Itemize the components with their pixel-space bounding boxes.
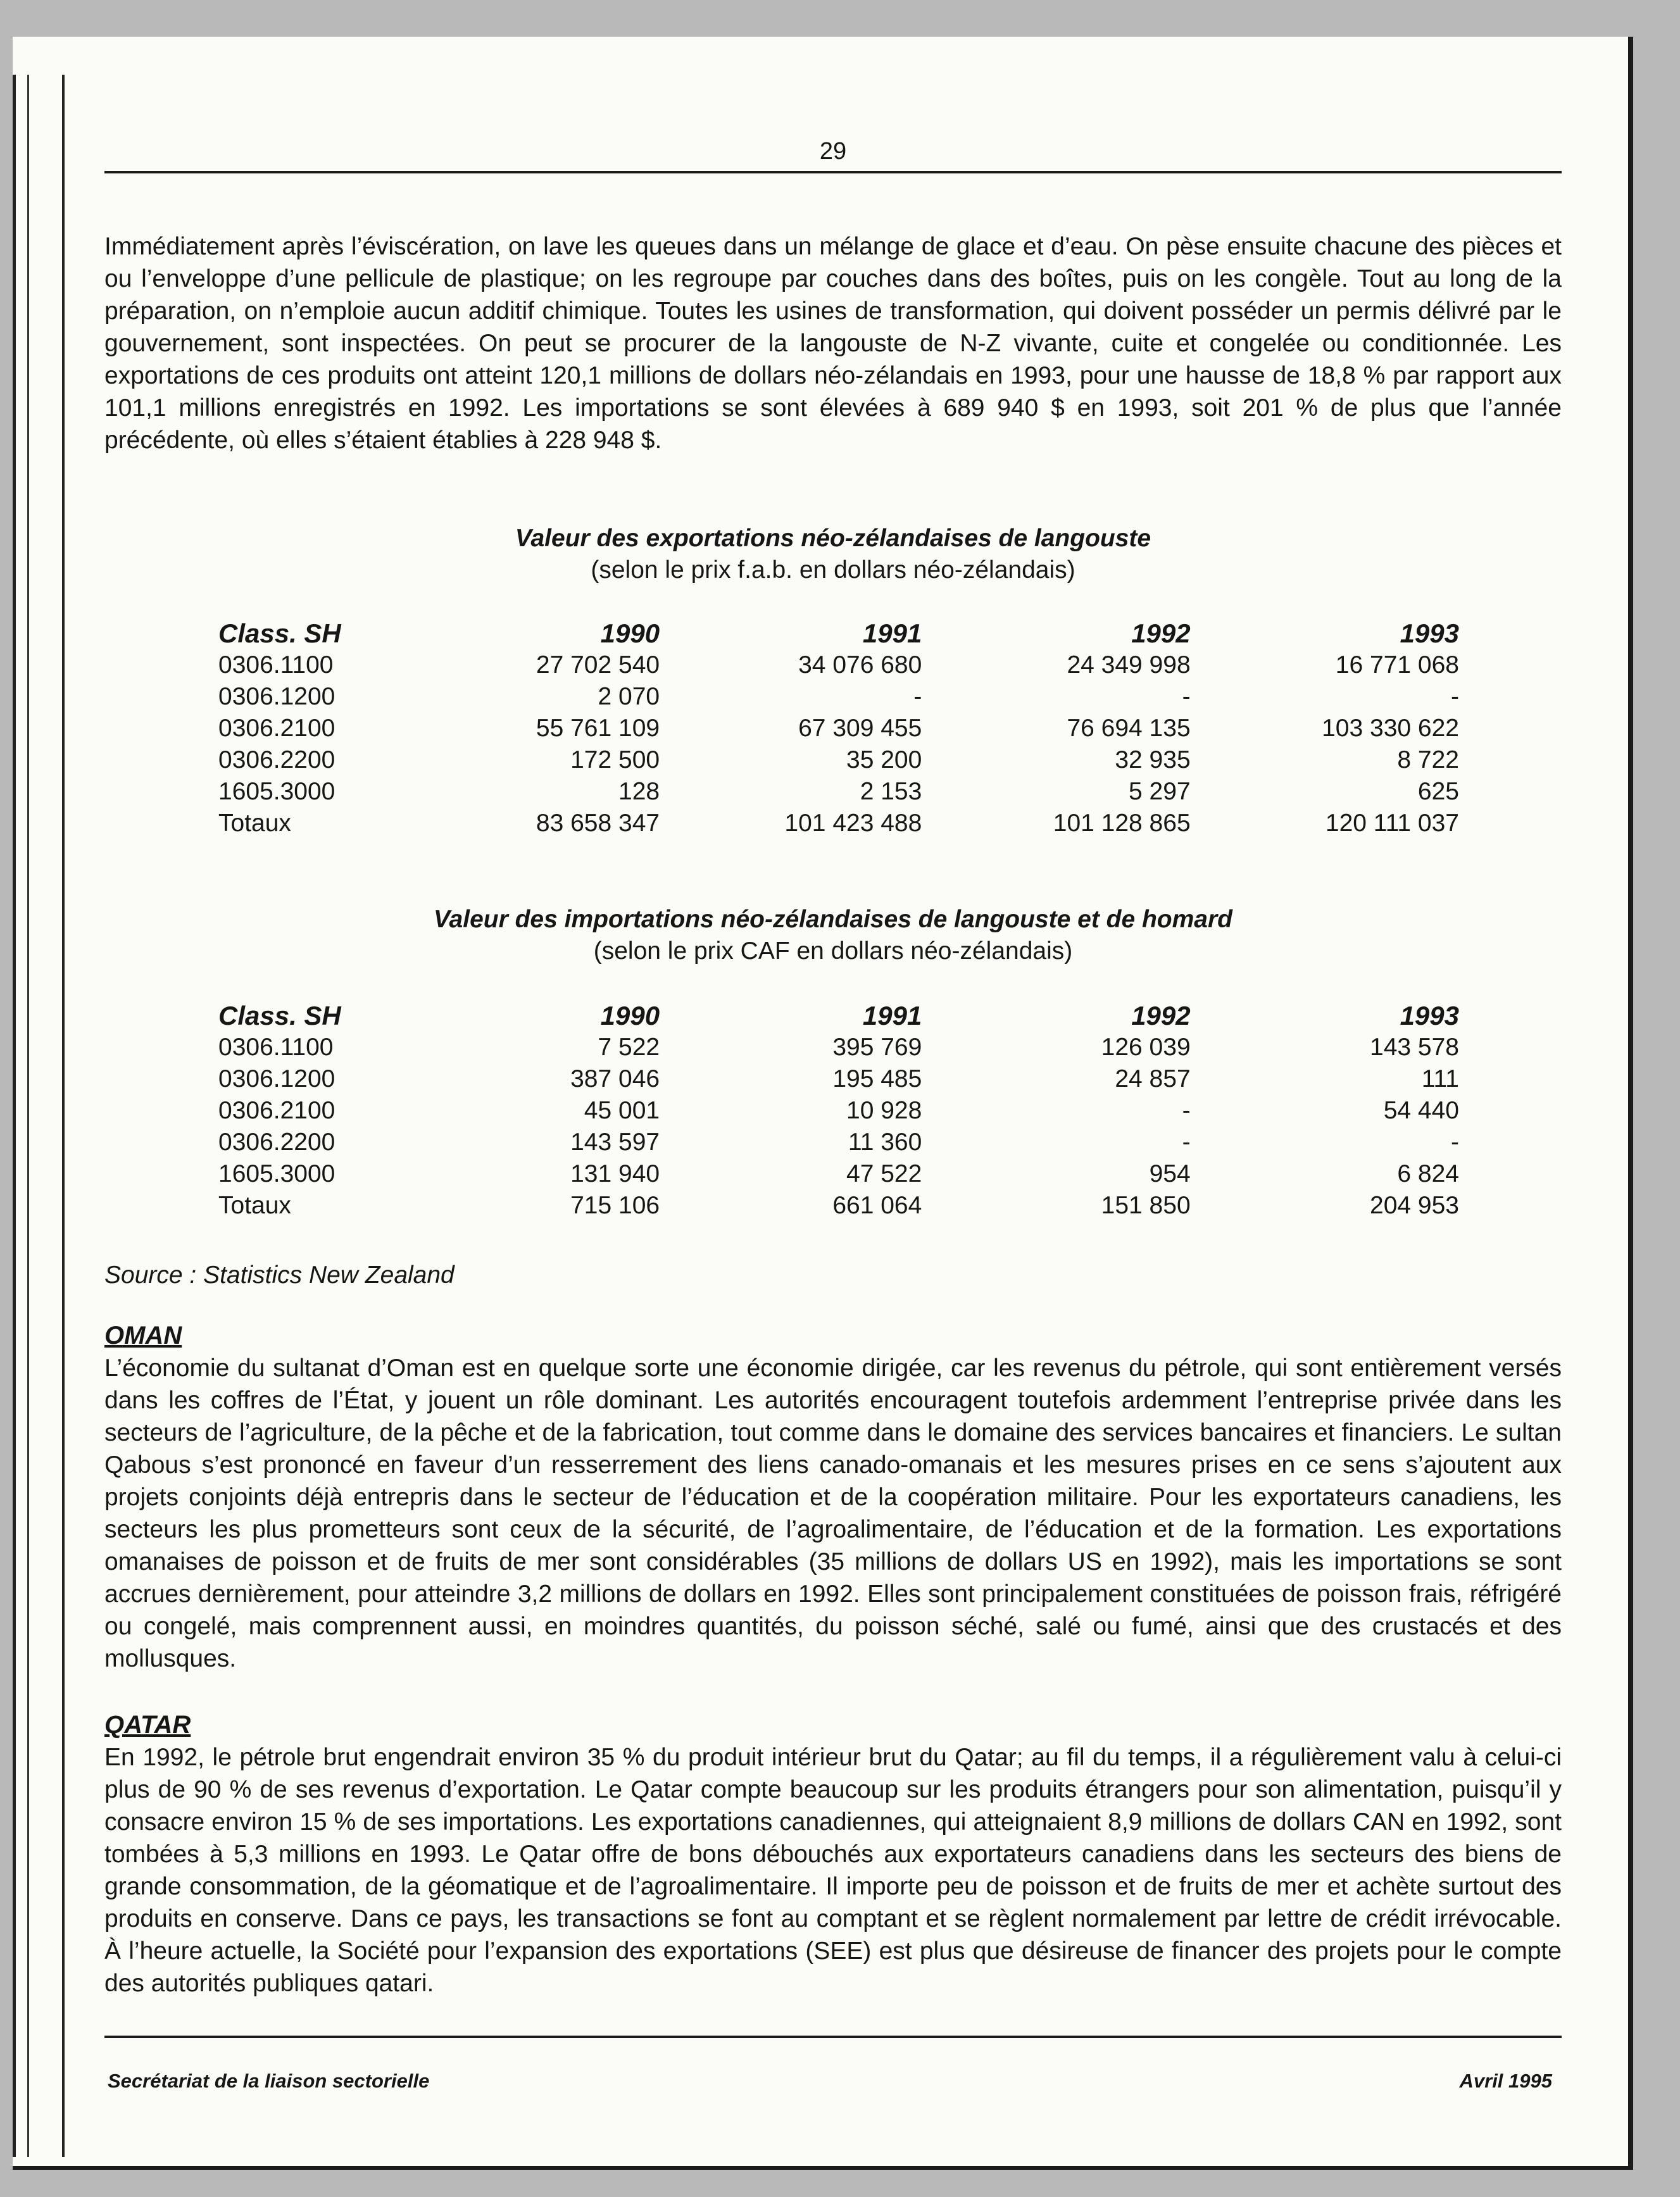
table-cell: 55 761 109 xyxy=(536,715,660,742)
imports-table-caption xyxy=(104,904,1562,967)
table-cell: 0306.1100 xyxy=(218,1034,334,1061)
table-cell: 387 046 xyxy=(570,1065,660,1092)
imports-table-subtitle: (selon le prix CAF en dollars néo-zélandais) xyxy=(593,937,1073,965)
table-cell: 120 111 037 xyxy=(1325,810,1459,837)
table-row xyxy=(218,1127,1459,1158)
table-header-row xyxy=(218,618,1459,649)
table-cell: 35 200 xyxy=(846,746,922,773)
table-cell: - xyxy=(1451,1129,1459,1156)
table-cell: 5 297 xyxy=(1129,778,1191,805)
header-rule xyxy=(104,171,1562,173)
table-cell: 0306.1100 xyxy=(218,651,334,679)
table-cell: 0306.2100 xyxy=(218,1097,335,1124)
exports-table-title: Valeur des exportations néo-zélandaises de langouste xyxy=(515,525,1151,552)
table-cell: 195 485 xyxy=(832,1065,922,1092)
oman-heading: OMAN xyxy=(104,1322,182,1349)
table-cell: 8 722 xyxy=(1397,746,1459,773)
table-cell: 2 070 xyxy=(598,683,660,710)
binding-edge xyxy=(13,75,65,2157)
imports-table xyxy=(218,1000,1459,1222)
table-cell: 45 001 xyxy=(584,1097,660,1124)
table-cell: 32 935 xyxy=(1115,746,1191,773)
exports-table-caption xyxy=(104,523,1562,586)
table-cell: 0306.2100 xyxy=(218,715,335,742)
table-cell: 143 597 xyxy=(570,1129,660,1156)
footer-right: Avril 1995 xyxy=(1459,2070,1552,2092)
table-cell: 204 953 xyxy=(1370,1192,1459,1219)
table-cell: 24 857 xyxy=(1115,1065,1191,1092)
table-cell: 16 771 068 xyxy=(1335,651,1459,679)
table-cell: 101 128 865 xyxy=(1053,810,1191,837)
table-cell: 2 153 xyxy=(860,778,922,805)
table-row-totals xyxy=(218,808,1459,839)
table-cell: 0306.2200 xyxy=(218,746,335,773)
table-header-row xyxy=(218,1000,1459,1032)
table-cell: 34 076 680 xyxy=(798,651,922,679)
table-row xyxy=(218,649,1459,681)
page-number: 29 xyxy=(819,138,847,165)
table-row xyxy=(218,1032,1459,1063)
column-header: 1993 xyxy=(1400,1001,1459,1030)
column-header: 1993 xyxy=(1400,618,1459,648)
table-cell: 1605.3000 xyxy=(218,778,335,805)
source-note: Source : Statistics New Zealand xyxy=(104,1261,454,1289)
qatar-paragraph: En 1992, le pétrole brut engendrait environ 35 % du produit intérieur brut du Qatar; au fil du temps, il a régulièrement valu à celui-ci plus de 90 % de ses revenus d’exportation. Le Qatar compte beaucoup sur les produits étrangers pour son alimentation, puisqu’il y consacre environ 15 % de ses importations. Les exportations canadiennes, qui atteignaient 8,9 millions de dollars CAN en 1992, sont tombées à 5,3 millions en 1993. Le Qatar offre de bons débouchés aux exportateurs canadiens dans les secteurs des biens de grande consommation, de la géomatique et de l’agroalimentaire. Il importe peu de poisson et de fruits de mer et achète surtout des produits en conserve. Dans ce pays, les transactions se font au comptant et se règlent normalement par lettre de crédit irrévocable. À l’heure actuelle, la Société pour l’expansion des exportations (SEE) est plus que désireuse de financer des projets pour le compte des autorités publiques qatari. xyxy=(104,1744,1562,1997)
column-header: 1992 xyxy=(1131,618,1191,648)
table-cell: - xyxy=(1182,1129,1191,1156)
exports-table xyxy=(218,618,1459,839)
table-row xyxy=(218,713,1459,744)
column-header: Class. SH xyxy=(218,1001,341,1030)
table-cell: 103 330 622 xyxy=(1322,715,1459,742)
table-cell: 1605.3000 xyxy=(218,1160,335,1187)
table-cell: 661 064 xyxy=(832,1192,922,1219)
table-row xyxy=(218,1095,1459,1127)
table-cell: 954 xyxy=(1149,1160,1191,1187)
table-cell: 625 xyxy=(1417,778,1459,805)
column-header: 1990 xyxy=(600,1001,660,1030)
table-row xyxy=(218,744,1459,776)
column-header: Class. SH xyxy=(218,618,341,648)
table-cell: 11 360 xyxy=(848,1129,922,1156)
table-cell: - xyxy=(1182,1097,1191,1124)
table-row xyxy=(218,681,1459,713)
column-header: 1992 xyxy=(1131,1001,1191,1030)
table-cell: Totaux xyxy=(218,810,291,837)
table-cell: Totaux xyxy=(218,1192,291,1219)
table-cell: 126 039 xyxy=(1101,1034,1191,1061)
table-cell: - xyxy=(1182,683,1191,710)
table-cell: 6 824 xyxy=(1397,1160,1459,1187)
column-header: 1991 xyxy=(862,1001,922,1030)
oman-paragraph: L’économie du sultanat d’Oman est en quelque sorte une économie dirigée, car les revenus du pétrole, qui sont entièrement versés dans les coffres de l’État, y jouent un rôle dominant. Les autorités encouragent toutefois ardemment l’entreprise privée dans les secteurs de l’agriculture, de la pêche et de la fabrication, tout comme dans le domaine des services bancaires et financiers. Le sultan Qabous s’est prononcé en faveur d’un resserrement des liens canado-omanais et les mesures prises en ce sens s’ajoutent aux projets conjoints déjà entrepris dans le secteur de l’éducation et de la coopération militaire. Pour les exportateurs canadiens, les secteurs les plus prometteurs sont ceux de la sécurité, de l’agroalimentaire, de l’éducation et de la formation. Les exportations omanaises de poisson et de fruits de mer sont considérables (35 millions de dollars US en 1992), mais les importations se sont accrues dernièrement, pour atteindre 3,2 millions de dollars en 1992. Elles sont principalement constituées de poisson frais, réfrigéré ou congelé, mais comprennent aussi, en moindres quantités, du poisson séché, salé ou fumé, ainsi que des crustacés et des mollusques. xyxy=(104,1355,1562,1672)
imports-table-title: Valeur des importations néo-zélandaises de langouste et de homard xyxy=(433,906,1232,933)
table-cell: 151 850 xyxy=(1101,1192,1191,1219)
column-header: 1991 xyxy=(862,618,922,648)
table-cell: 7 522 xyxy=(598,1034,660,1061)
table-cell: 47 522 xyxy=(846,1160,922,1187)
table-cell: 128 xyxy=(618,778,660,805)
table-cell: 715 106 xyxy=(570,1192,660,1219)
table-cell: 54 440 xyxy=(1383,1097,1459,1124)
table-cell: 0306.2200 xyxy=(218,1129,335,1156)
table-cell: 143 578 xyxy=(1370,1034,1459,1061)
table-cell: 395 769 xyxy=(832,1034,922,1061)
footer-rule xyxy=(104,2036,1562,2038)
table-row xyxy=(218,1063,1459,1095)
table-cell: 131 940 xyxy=(570,1160,660,1187)
column-header: 1990 xyxy=(600,618,660,648)
document-page xyxy=(13,37,1633,2170)
table-cell: 10 928 xyxy=(846,1097,922,1124)
table-cell: 83 658 347 xyxy=(536,810,660,837)
table-cell: 27 702 540 xyxy=(536,651,660,679)
table-cell: 111 xyxy=(1421,1065,1459,1092)
table-row xyxy=(218,1158,1459,1190)
table-cell: 24 349 998 xyxy=(1067,651,1191,679)
table-cell: 0306.1200 xyxy=(218,1065,335,1092)
qatar-heading: QATAR xyxy=(104,1711,191,1739)
table-cell: 101 423 488 xyxy=(784,810,922,837)
exports-table-subtitle: (selon le prix f.a.b. en dollars néo-zélandais) xyxy=(591,556,1075,584)
table-cell: - xyxy=(1451,683,1459,710)
intro-paragraph: Immédiatement après l’éviscération, on lave les queues dans un mélange de glace et d’eau. On pèse ensuite chacune des pièces et ou l’enveloppe d’une pellicule de plastique; on les regroupe par couches dans des boîtes, puis on les congèle. Tout au long de la préparation, on n’emploie aucun additif chimique. Toutes les usines de transformation, qui doivent posséder un permis délivré par le gouvernement, sont inspectées. On peut se procurer de la langouste de N-Z vivante, cuite et congelée ou conditionnée. Les exportations de ces produits ont atteint 120,1 millions de dollars néo-zélandais en 1993, pour une hausse de 18,8 % par rapport aux 101,1 millions enregistrés en 1992. Les importations se sont élevées à 689 940 $ en 1993, soit 201 % de plus que l’année précédente, où elles s’étaient établies à 228 948 $. xyxy=(104,233,1562,454)
table-cell: 172 500 xyxy=(570,746,660,773)
table-cell: 67 309 455 xyxy=(798,715,922,742)
table-cell: 0306.1200 xyxy=(218,683,335,710)
table-row xyxy=(218,776,1459,808)
footer-left: Secrétariat de la liaison sectorielle xyxy=(108,2070,430,2092)
table-row-totals xyxy=(218,1190,1459,1222)
table-cell: - xyxy=(913,683,922,710)
table-cell: 76 694 135 xyxy=(1067,715,1191,742)
